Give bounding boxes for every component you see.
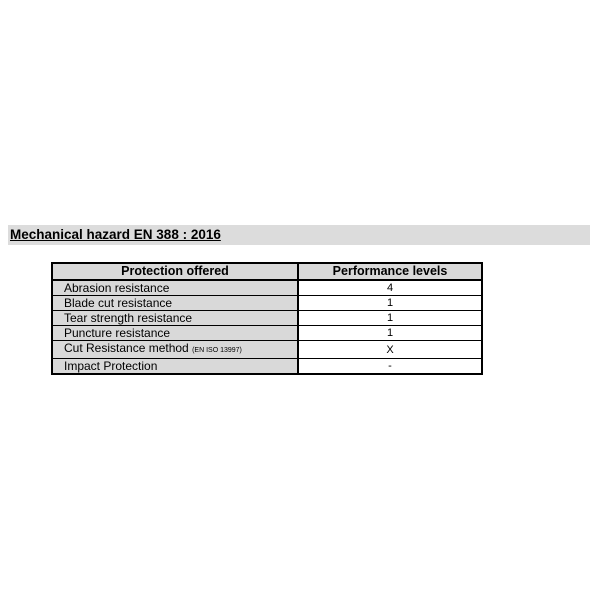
table-row [52,359,482,375]
section-title: Mechanical hazard EN 388 : 2016 [10,227,221,242]
row-label [52,359,298,375]
table-header-row [52,263,482,280]
row-value: 1 [298,311,482,326]
row-label-text: Impact Protection [64,359,158,373]
protection-table [51,262,483,375]
table-row [52,311,482,326]
table-row [52,326,482,341]
row-label-text: Puncture resistance [64,326,171,340]
protection-table-container [51,262,483,375]
row-label-note: (EN ISO 13997) [192,347,242,354]
table-row [52,341,482,359]
row-value: - [298,359,482,375]
row-label [52,341,298,359]
row-label-text: Blade cut resistance [64,296,173,310]
row-label [52,296,298,311]
row-label [52,280,298,296]
row-label-text: Tear strength resistance [64,311,193,325]
row-label [52,326,298,341]
table-row [52,296,482,311]
row-label-text: Abrasion resistance [64,281,170,295]
row-value: 1 [298,326,482,341]
row-value: X [298,341,482,359]
row-value: 1 [298,296,482,311]
section-header [8,225,590,245]
row-label [52,311,298,326]
header-performance-levels: Performance levels [298,263,482,280]
header-protection-offered: Protection offered [52,263,298,280]
table-row [52,280,482,296]
row-label-text: Cut Resistance method [64,341,189,355]
row-value: 4 [298,280,482,296]
